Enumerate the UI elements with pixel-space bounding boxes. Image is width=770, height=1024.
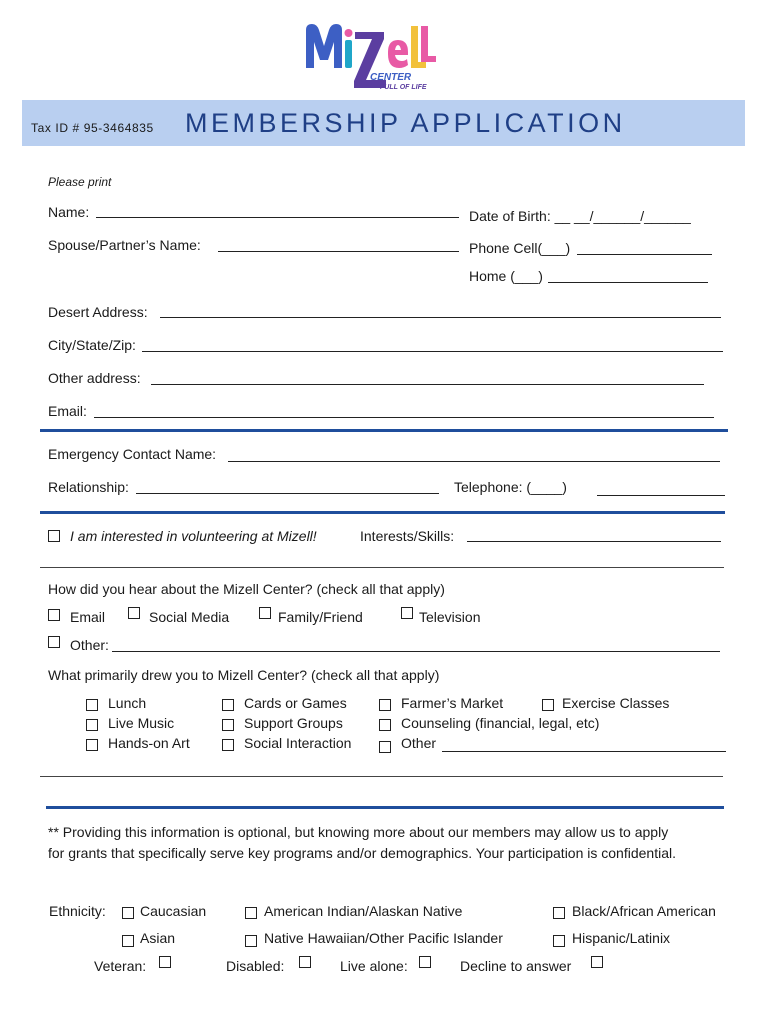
drew-farmers-market-checkbox[interactable]: [379, 699, 391, 711]
drew-live-music-checkbox[interactable]: [86, 719, 98, 731]
desert-address-label: Desert Address:: [48, 304, 148, 320]
drew-hands-on-art-label: Hands-on Art: [108, 735, 190, 751]
drew-other-field[interactable]: [442, 751, 726, 752]
volunteer-label: I am interested in volunteering at Mizell!: [70, 528, 317, 544]
drew-exercise-label: Exercise Classes: [562, 695, 670, 711]
drew-social-interaction-checkbox[interactable]: [222, 739, 234, 751]
drew-other-label: Other: [401, 735, 437, 751]
name-label: Name:: [48, 204, 90, 220]
ethnicity-asian-label: Asian: [140, 930, 176, 946]
ethnicity-hispanic-checkbox[interactable]: [553, 935, 565, 947]
hear-other-field[interactable]: [112, 651, 720, 652]
logo-tagline: FULL OF LIFE: [380, 84, 427, 91]
ethnicity-hispanic-label: Hispanic/Latinix: [572, 930, 671, 946]
drew-other-checkbox[interactable]: [379, 741, 391, 753]
relationship-field[interactable]: [136, 493, 439, 494]
decline-checkbox[interactable]: [591, 956, 603, 968]
drew-exercise-checkbox[interactable]: [542, 699, 554, 711]
email-label: Email:: [48, 403, 87, 419]
city-field[interactable]: [142, 351, 723, 352]
live-alone-label: Live alone:: [340, 958, 408, 974]
spouse-field[interactable]: [218, 251, 459, 252]
hear-question: How did you hear about the Mizell Center? (check all that apply): [48, 581, 445, 597]
drew-farmers-market-label: Farmer’s Market: [401, 695, 504, 711]
ethnicity-native-hawaiian-checkbox[interactable]: [245, 935, 257, 947]
volunteer-checkbox[interactable]: [48, 530, 60, 542]
ethnicity-label: Ethnicity:: [49, 903, 106, 919]
drew-support-groups-label: Support Groups: [244, 715, 343, 731]
section-divider: [46, 806, 724, 809]
ethnicity-caucasian-checkbox[interactable]: [122, 907, 134, 919]
interests-label: Interests/Skills:: [360, 528, 455, 544]
ethnicity-american-indian-checkbox[interactable]: [245, 907, 257, 919]
logo-center-text: CENTER: [370, 72, 412, 83]
hear-television-checkbox[interactable]: [401, 607, 413, 619]
ethnicity-black-label: Black/African American: [572, 903, 716, 919]
relationship-label: Relationship:: [48, 479, 129, 495]
hear-other-label: Other:: [70, 637, 109, 653]
hear-social-media-checkbox[interactable]: [128, 607, 140, 619]
decline-label: Decline to answer: [460, 958, 572, 974]
drew-hands-on-art-checkbox[interactable]: [86, 739, 98, 751]
home-phone-label: Home (___): [469, 268, 543, 284]
section-divider: [40, 429, 728, 432]
phone-cell-label: Phone Cell(___): [469, 240, 571, 256]
disabled-label: Disabled:: [226, 958, 285, 974]
drew-social-interaction-label: Social Interaction: [244, 735, 352, 751]
telephone-field[interactable]: [597, 495, 725, 496]
hear-other-checkbox[interactable]: [48, 636, 60, 648]
mizell-center-logo: [300, 18, 440, 94]
section-divider: [40, 567, 724, 568]
dob-field[interactable]: Date of Birth: __ __/______/______: [469, 208, 691, 224]
telephone-label: Telephone: (____): [454, 479, 567, 495]
drew-support-groups-checkbox[interactable]: [222, 719, 234, 731]
live-alone-checkbox[interactable]: [419, 956, 431, 968]
demographics-note-line2: for grants that specifically serve key programs and/or demographics. Your participation is confidential.: [48, 845, 676, 861]
drew-question: What primarily drew you to Mizell Center? (check all that apply): [48, 667, 440, 683]
name-field[interactable]: [96, 217, 459, 218]
ethnicity-caucasian-label: Caucasian: [140, 903, 207, 919]
drew-counseling-checkbox[interactable]: [379, 719, 391, 731]
ethnicity-native-hawaiian-label: Native Hawaiian/Other Pacific Islander: [264, 930, 503, 946]
email-field[interactable]: [94, 417, 714, 418]
phone-cell-field[interactable]: [577, 254, 712, 255]
disabled-checkbox[interactable]: [299, 956, 311, 968]
drew-lunch-label: Lunch: [108, 695, 147, 711]
ethnicity-asian-checkbox[interactable]: [122, 935, 134, 947]
hear-television-label: Television: [419, 609, 481, 625]
drew-cards-label: Cards or Games: [244, 695, 347, 711]
page-title: MEMBERSHIP APPLICATION: [185, 108, 626, 138]
drew-cards-checkbox[interactable]: [222, 699, 234, 711]
veteran-checkbox[interactable]: [159, 956, 171, 968]
hear-family-friend-checkbox[interactable]: [259, 607, 271, 619]
drew-counseling-label: Counseling (financial, legal, etc): [401, 715, 600, 731]
hear-email-label: Email: [70, 609, 106, 625]
ethnicity-american-indian-label: American Indian/Alaskan Native: [264, 903, 463, 919]
tax-id: Tax ID # 95-3464835: [31, 121, 154, 135]
section-divider: [40, 511, 725, 514]
emergency-contact-field[interactable]: [228, 461, 720, 462]
spouse-label: Spouse/Partner’s Name:: [48, 237, 201, 253]
home-phone-field[interactable]: [548, 282, 708, 283]
interests-field[interactable]: [467, 541, 721, 542]
city-label: City/State/Zip:: [48, 337, 136, 353]
drew-lunch-checkbox[interactable]: [86, 699, 98, 711]
please-print-note: Please print: [48, 175, 112, 189]
section-divider: [40, 776, 723, 777]
hear-social-media-label: Social Media: [149, 609, 230, 625]
desert-address-field[interactable]: [160, 317, 721, 318]
veteran-label: Veteran:: [94, 958, 147, 974]
emergency-contact-label: Emergency Contact Name:: [48, 446, 217, 462]
ethnicity-black-checkbox[interactable]: [553, 907, 565, 919]
other-address-label: Other address:: [48, 370, 141, 386]
drew-live-music-label: Live Music: [108, 715, 175, 731]
hear-email-checkbox[interactable]: [48, 609, 60, 621]
demographics-note-line1: ** Providing this information is optional, but knowing more about our members may allow us to apply: [48, 824, 669, 840]
hear-family-friend-label: Family/Friend: [278, 609, 363, 625]
other-address-field[interactable]: [151, 384, 704, 385]
